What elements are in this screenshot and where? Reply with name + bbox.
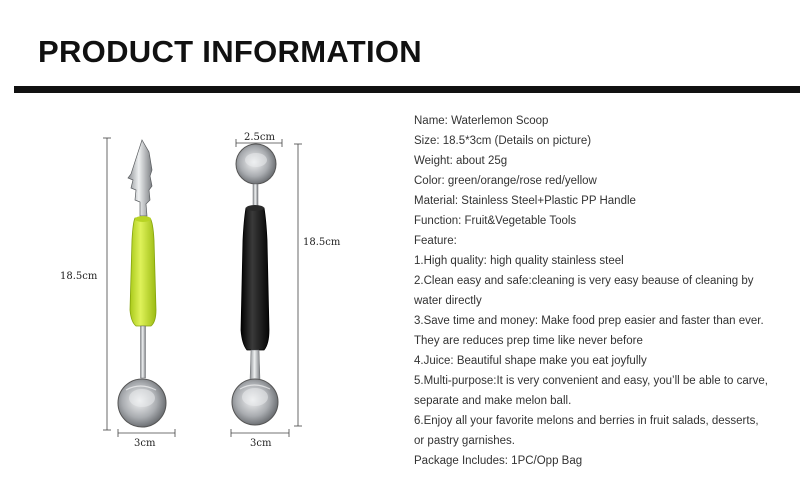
spec-feature-line: 1.High quality: high quality stainless steel (414, 255, 624, 267)
header-divider (14, 86, 800, 93)
black-handle (241, 208, 269, 350)
carving-blade (128, 140, 152, 216)
spec-feature-line: 4.Juice: Beautiful shape make you eat joyfully (414, 355, 647, 367)
left-width-label: 3cm (134, 438, 156, 449)
spec-color: Color: green/orange/rose red/yellow (414, 175, 597, 187)
spec-function: Function: Fruit&Vegetable Tools (414, 215, 577, 227)
spec-feature-line: 3.Save time and money: Make food prep easier and faster than ever. (414, 315, 764, 327)
spec-feature-line: 6.Enjoy all your favorite melons and berries in fruit salads, desserts, (414, 415, 759, 427)
page-title: PRODUCT INFORMATION (38, 34, 422, 69)
right-scoop-tool (232, 144, 278, 425)
spec-name: Name: Waterlemon Scoop (414, 115, 549, 127)
green-handle (130, 218, 156, 326)
right-length-label: 18.5cm (303, 237, 341, 248)
spec-feature-heading: Feature: (414, 235, 457, 247)
spec-feature-line: separate and make melon ball. (414, 395, 572, 407)
spec-weight: Weight: about 25g (414, 155, 508, 167)
spec-feature-line: or pastry garnishes. (414, 435, 515, 447)
spec-feature-line: They are reduces prep time like never before (414, 335, 643, 347)
spec-feature-line: 2.Clean easy and safe:cleaning is very easy beause of cleaning by (414, 275, 754, 287)
product-illustration (0, 100, 400, 500)
left-scoop-tool (118, 140, 166, 427)
right-bottom-width-label: 3cm (250, 438, 272, 449)
spec-feature-line: 5.Multi-purpose:It is very convenient and easy, you’ll be able to carve, (414, 375, 768, 387)
spec-feature-line: water directly (414, 295, 482, 307)
spec-material: Material: Stainless Steel+Plastic PP Handle (414, 195, 636, 207)
spec-package: Package Includes: 1PC/Opp Bag (414, 455, 583, 467)
spec-size: Size: 18.5*3cm (Details on picture) (414, 135, 592, 147)
product-spec-list (414, 111, 794, 471)
right-top-width-label: 2.5cm (244, 132, 275, 143)
left-length-label: 18.5cm (60, 271, 98, 282)
